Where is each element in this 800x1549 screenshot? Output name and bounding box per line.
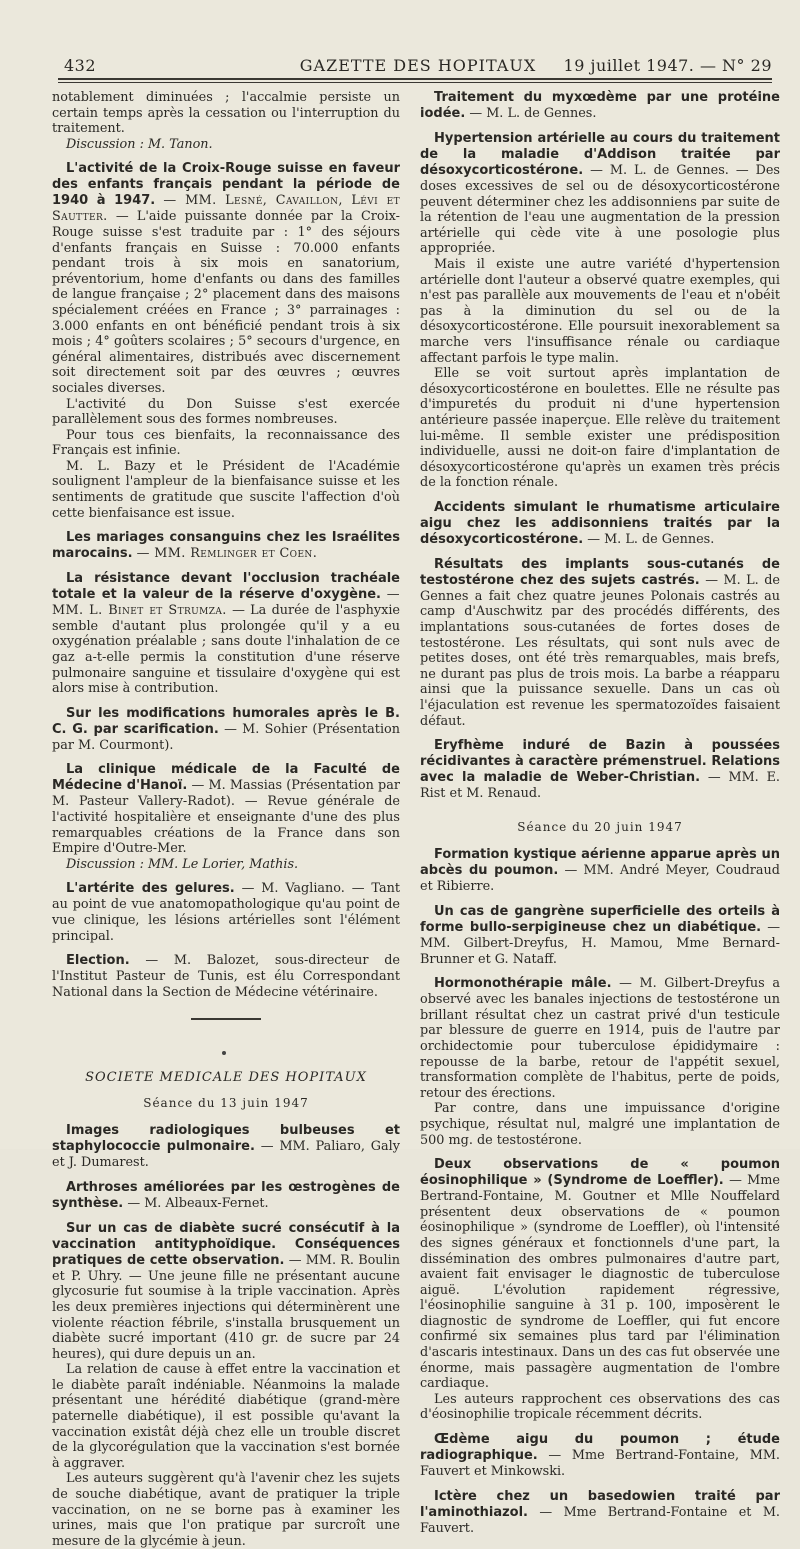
article-authors: — M. Gilbert-Dreyfus <box>619 976 765 992</box>
article-authors: — MM. E. Rist et M. Renaud. <box>420 770 780 802</box>
article-authors: — M. L. de Gennes. <box>469 106 597 121</box>
article-title: Traitement du myxœdème par une protéine iodée. <box>420 90 780 121</box>
article-hormonotherapie <box>420 976 780 1148</box>
article-authors: — Mme Bertrand-Fontaine, M. Goutner et Mlle Nouffelard <box>420 1173 780 1205</box>
paragraph: Elle se voit surtout après implantation de désoxycorticostérone en boulettes. Elle ne résulte pas d'impuretés du produit ni d'une hypertension antérieure passée inaperçue. Elle relève du traitement lui-même. Il semble exister une prédisposition individuelle, aussi ne doit-on faire d'implantation de désoxycorticostérone qu'après un examen très précis de la fonction rénale. <box>420 366 780 491</box>
article-arthroses <box>52 1180 400 1212</box>
article-diabete <box>52 1221 400 1549</box>
article-body: — M. Balozet, sous-directeur de l'Institut Pasteur de Tunis, est élu Correspondant National dans la Section de Médecine vétérinaire. <box>52 953 400 1000</box>
article-hanoi <box>52 762 400 872</box>
article-title: Un cas de gangrène superficielle des orteils à forme bullo-serpigineuse chez un diabétique. <box>420 904 780 935</box>
article-body: a observé avec les banales injections de testostérone un brillant résultat chez un castrat privé d'un testicule par blessure de guerre en 1914, puis de l'autre par orchidectomie pour tuberculose épididymaire : repousse de la barbe, retour de l'appétit sexuel, transformation complète de l'habitus, perte de poids, retour des érections. <box>420 976 780 1101</box>
article-title: Formation kystique aérienne apparue après un abcès du poumon. <box>420 847 780 879</box>
article-oedeme <box>420 1432 780 1480</box>
article-body: présentent deux observations de « poumon éosinophilique » (syndrome de Loeffler), où l'intensité des signes généraux et fonctionnels d'une part, la dissémination des ombres pulmonaires d'autre part, avaient fait envisager le diagnostic de tuberculose aiguë. L'évolution rapidement régressive, l'éosinophilie sanguine à 31 p. 100, imposèrent le diagnostic de syndrome de Loeffler, qui fut encore confirmé six semaines plus tard par l'élimination d'ascaris intestinaux. Dans un des cas fut observée une énorme, mais passagère augmentation de l'ombre cardiaque. <box>420 1204 780 1392</box>
article-kystique <box>420 847 780 895</box>
article-rhumatisme <box>420 500 780 548</box>
article-bazin <box>420 738 780 802</box>
paragraph: La relation de cause à effet entre la vaccination et le diabète paraît indéniable. Néanmoins la malade présentant une hérédité diabétique (grand-mère paternelle diabétique), il est possible qu'avant la vaccination existât déjà chez elle un trouble discret de la glycorégulation que la vaccination s'est bornée à aggraver. <box>52 1362 400 1471</box>
article-title: Sur un cas de diabète sucré consécutif à la vaccination antityphoïdique. Conséquences pratiques de cette observation. <box>52 1220 400 1268</box>
session-date: Séance du 20 juin 1947 <box>517 819 683 834</box>
article-bcg <box>52 706 400 754</box>
article-title: L'activité de la Croix-Rouge suisse en faveur des enfants français pendant la période de 1940 à 1947. <box>52 161 400 209</box>
issue-date: 19 juillet 1947. — N° 29 <box>563 56 772 75</box>
paragraph: Par contre, dans une impuissance d'origine psychique, résultat nul, malgré une implantation de 500 mg. de testostérone. <box>420 1101 780 1148</box>
article-title: Arthroses améliorées par les œstrogènes de synthèse. <box>52 1179 400 1211</box>
article-body: — La durée de l'asphyxie semble d'autant plus prolongée qu'il y a eu oxygénation préalable ; sans doute l'inhalation de ce gaz a-t-elle permis la constitution d'une réserve pulmonaire sanguine et tissulaire d'oxygène qui est alors mise à contribution. <box>52 603 400 697</box>
article-gangrene <box>420 904 780 967</box>
article-title: La clinique médicale de la Faculté de Médecine d'Hanoï. <box>52 762 400 794</box>
article-body: — L'aide puissante donnée par la Croix-Rouge suisse s'est traduite par : 1° des séjours d'enfants français en Suisse : 70.000 enfants pendant trois à six mois en sanatorium, préventorium, home d'enfants ou dans des familles de langue française ; 2° placement dans des maisons spécialement créées en France ; 3° parrainages : 3.000 enfants en ont bénéficié pendant trois à six mois ; 4° goûters scolaires ; 5° secours d'urgence, en général alimentaires, distribués avec discernement soit directement soit par des œuvres ; œuvres sociales diverses. <box>52 209 400 396</box>
article-title: L'artérite des gelures. <box>66 881 235 897</box>
article-body: — M. Vagliano. — Tant au point de vue anatomopathologique qu'au point de vue clinique, les lésions artérielles sont l'élément principal. <box>52 881 400 944</box>
article-authors: — M. L. de Gennes. <box>587 531 715 547</box>
article-authors: — MM. L. Binet et Strumza. <box>52 587 400 619</box>
article-body: — Une jeune fille ne présentant aucune glycosurie fut soumise à la triple vaccination. Après les deux premières injections qui déterminèrent une violente réaction fébrile, s'installa brusquement un diabète sucré important (410 gr. de sucre par 24 heures), qui dure depuis un an. <box>52 1268 400 1362</box>
right-column <box>420 90 780 1536</box>
article-title: La résistance devant l'occlusion trachéale totale et la valeur de la réserve d'oxygène. <box>52 571 400 603</box>
page-number: 432 <box>64 56 97 75</box>
article-title: Accidents simulant le rhumatisme articulaire aigu chez les addisonniens traités par la désoxycorticostérone. <box>420 499 780 547</box>
article-title: Images radiologiques bulbeuses et staphylococcie pulmonaire. <box>52 1123 400 1155</box>
article-mariages <box>52 530 400 562</box>
journal-title: GAZETTE DES HOPITAUX <box>299 56 537 75</box>
article-authors: — MM. R. Boulin et P. Uhry. <box>52 1252 400 1284</box>
article-authors: — MM. André Meyer, Coudraud et Ribierre. <box>420 863 780 895</box>
paragraph: Mais il existe une autre variété d'hypertension artérielle dont l'auteur a observé quatre exemples, qui n'est pas parallèle aux mouvements de l'eau et n'obéit pas à la diminution du sel ou de la désoxycorticostérone. Elle poursuit inexorablement sa marche vers l'insuffisance rénale ou cardiaque affectant parfois le type malin. <box>420 256 780 366</box>
article-election <box>52 953 400 1000</box>
article-title: Election. <box>66 953 130 969</box>
article-title: Eryfhème induré de Bazin à poussées récidivantes à caractère prémenstruel. Relations avec la maladie de Weber-Christian. <box>420 738 780 786</box>
left-column <box>52 90 400 1549</box>
article-bulbeuses <box>52 1123 400 1171</box>
article-authors: — MM. Lesné, Cavaillon, Lévi et Sautter. <box>52 193 400 225</box>
article-myxoedeme <box>420 90 780 122</box>
article-title: Hypertension artérielle au cours du traitement de la maladie d'Addison traitée par désoxycorticostérone. <box>420 131 780 178</box>
article-authors: — M. L. de Gennes. <box>590 163 729 178</box>
paragraph: M. L. Bazy et le Président de l'Académie soulignent l'ampleur de la bienfaisance suisse et les sentiments de gratitude que suscite l'affection d'où cette bienfaisance est issue. <box>52 458 400 521</box>
article-title: Hormonothérapie mâle. <box>434 976 612 992</box>
ornament-dot <box>222 1051 226 1055</box>
article-title: Sur les modifications humorales après le B. C. G. par scarification. <box>52 705 400 737</box>
running-header <box>64 56 772 76</box>
article-authors: — MM. Remlinger et Coen. <box>136 546 318 562</box>
article-body: a fait chez quatre jeunes Polonais castrés au camp d'Auschwitz par des procédés différents, des implantations sous-cutanées de fortes doses de testostérone. Les résultats, qui sont nuls avec de petites doses, ont été très remarquables, mais brefs, ne durant pas plus de trois mois. La barbe a réapparu ainsi que la puissance sexuelle. Dans un cas où l'éjaculation est revenue les spermatozoïdes faisaient défaut. <box>420 588 780 729</box>
article-authors: — Mme Bertrand-Fontaine, MM. Fauvert et Minkowski. <box>420 1448 780 1480</box>
discussion-line: Discussion : MM. Le Lorier, Mathis. <box>66 856 299 872</box>
article-gelures <box>52 881 400 944</box>
article-title: Œdème aigu du poumon ; étude radiographique. <box>420 1432 780 1464</box>
article-title: Deux observations de « poumon éosinophilique » (Syndrome de Loeffler). <box>420 1157 780 1189</box>
article-loeffler <box>420 1157 780 1423</box>
article-authors: — MM. Gilbert-Dreyfus, H. Mamou, Mme Bernard-Brunner et G. Nataff. <box>420 920 780 967</box>
paragraph: Les auteurs suggèrent qu'à l'avenir chez les sujets de souche diabétique, avant de pratiquer la triple vaccination, on ne se borne pas à examiner les urines, mais que l'on pratique par surcroît une mesure de la glycémie à jeun. <box>52 1471 400 1549</box>
article-title: Ictère chez un basedowien traité par l'aminothiazol. <box>420 1488 780 1520</box>
article-continuation <box>52 90 400 152</box>
article-authors: — Mme Bertrand-Fontaine et M. Fauvert. <box>420 1504 780 1536</box>
paragraph: Pour tous ces bienfaits, la reconnaissance des Français est infinie. <box>52 427 400 459</box>
article-occlusion <box>52 571 400 697</box>
section-separator <box>191 1018 261 1020</box>
article-croix-rouge <box>52 161 400 521</box>
session-date: Séance du 13 juin 1947 <box>143 1095 309 1110</box>
article-title: Les mariages consanguins chez les Israélites marocains. <box>52 530 400 562</box>
article-authors: — M. Albeaux-Fernet. <box>127 1195 269 1211</box>
article-authors: — M. Sohier (Présentation par M. Courmont). <box>52 721 400 753</box>
article-testosterone <box>420 557 780 729</box>
article-title: Résultats des implants sous-cutanés de testostérone chez des sujets castrés. <box>420 556 780 588</box>
article-body: — Des doses excessives de sel ou de désoxycorticostérone peuvent déterminer chez les addisonniens par suite de la rétention de l'eau une augmentation de la pression artérielle qui cède vite à une posologie plus appropriée. <box>420 163 780 257</box>
article-ictere <box>420 1489 780 1537</box>
article-hypertension <box>420 131 780 491</box>
paragraph: notablement diminuées ; l'accalmie persiste un certain temps après la cessation ou l'interruption du traitement. <box>52 90 400 137</box>
society-heading: SOCIETE MEDICALE DES HOPITAUX <box>85 1069 367 1085</box>
header-rule-thin <box>58 82 772 83</box>
discussion-line: Discussion : M. Tanon. <box>66 136 213 152</box>
header-rule <box>58 78 772 80</box>
article-authors: — M. L. de Gennes <box>420 572 780 604</box>
paragraph: Les auteurs rapprochent ces observations des cas d'éosinophilie tropicale récemment décrits. <box>420 1391 780 1423</box>
article-authors: — MM. Paliaro, Galy et J. Dumarest. <box>52 1139 400 1171</box>
paragraph: L'activité du Don Suisse s'est exercée parallèlement sous des formes nombreuses. <box>52 396 400 428</box>
article-body: — M. Massias (Présentation par M. Pasteur Vallery-Radot). — Revue générale de l'activité hospitalière et enseignante d'une des plus remarquables créations de la France dans son Empire d'Outre-Mer. <box>52 778 400 857</box>
